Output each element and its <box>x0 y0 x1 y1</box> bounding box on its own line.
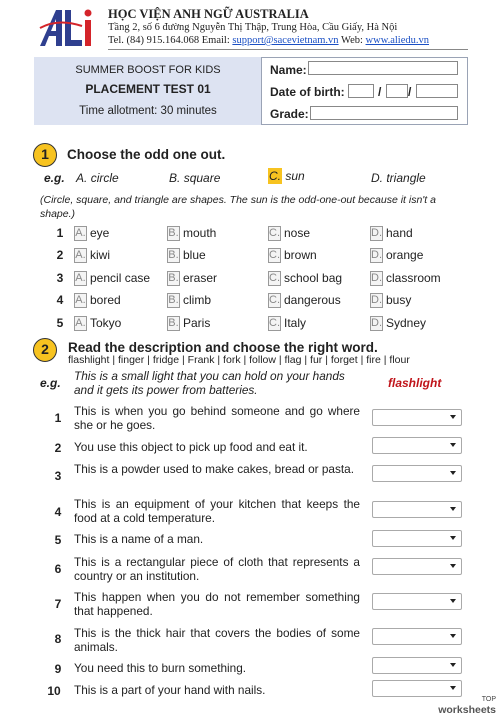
option-letter-box[interactable]: B. <box>168 272 179 285</box>
option-a[interactable] <box>74 226 109 241</box>
dob-year-field[interactable] <box>416 84 458 98</box>
option-letter-box[interactable]: A. <box>75 294 86 307</box>
web-label: Web: <box>338 35 366 46</box>
option-text: busy <box>386 293 412 307</box>
header-rule <box>108 49 468 50</box>
name-field[interactable] <box>308 61 458 75</box>
option-text: Italy <box>284 316 307 330</box>
option-letter-box[interactable]: D. <box>371 249 382 262</box>
section-number-badge: 1 <box>33 143 57 167</box>
chevron-down-icon <box>450 536 456 540</box>
word-bank: flashlight | finger | fridge | Frank | fork | follow | flag | fur | forget | fire | flour <box>68 354 410 366</box>
option-text: orange <box>386 248 424 262</box>
option-letter-box[interactable]: D. <box>371 317 382 330</box>
option-c[interactable] <box>268 248 317 263</box>
chevron-down-icon <box>450 686 456 690</box>
school-contact <box>108 35 429 46</box>
answer-dropdown[interactable] <box>372 437 462 454</box>
chevron-down-icon <box>450 471 456 475</box>
question-description: This is a powder used to make cakes, bread or pasta. <box>74 462 354 476</box>
question-number: 2 <box>54 441 62 455</box>
option-letter-box[interactable]: B. <box>168 317 179 330</box>
selected-highlight: C. <box>269 169 281 183</box>
option-text: Tokyo <box>90 316 122 330</box>
option-letter-box[interactable]: A. <box>75 249 86 262</box>
option-text: kiwi <box>90 248 110 262</box>
option-b[interactable] <box>167 226 216 241</box>
dob-label: Date of birth: <box>270 85 345 99</box>
option-text: dangerous <box>284 293 341 307</box>
question-number: 10 <box>47 684 61 698</box>
answer-dropdown[interactable] <box>372 501 462 518</box>
time-allotment: Time allotment: 30 minutes <box>79 105 217 117</box>
example-option-a: A. circle <box>76 171 119 185</box>
test-title: PLACEMENT TEST 01 <box>85 82 211 96</box>
option-letter-box[interactable]: A. <box>75 272 86 285</box>
question-description: This happen when you do not remember something that happened. <box>74 590 360 618</box>
answer-dropdown[interactable] <box>372 657 462 674</box>
question-description: This is when you go behind someone and go where she or he goes. <box>74 404 360 432</box>
question-description: You need this to burn something. <box>74 661 247 675</box>
option-letter-box[interactable]: D. <box>371 227 382 240</box>
answer-dropdown[interactable] <box>372 593 462 610</box>
dob-separator: / <box>378 85 382 99</box>
contact-phone: Tel. (84) 915.164.068 Email: <box>108 35 233 46</box>
question-number: 6 <box>54 562 62 576</box>
option-letter-box[interactable]: A. <box>75 227 86 240</box>
option-b[interactable] <box>167 271 217 286</box>
option-c[interactable] <box>268 316 306 331</box>
option-d[interactable] <box>370 271 441 286</box>
question-number: 1 <box>54 411 62 425</box>
option-a[interactable] <box>74 316 121 331</box>
question-number: 5 <box>56 316 64 330</box>
grade-label: Grade: <box>270 107 309 121</box>
example-description-line2: and it gets its power from batteries. <box>74 383 258 397</box>
chevron-down-icon <box>450 599 456 603</box>
option-letter-box[interactable]: C. <box>269 249 280 262</box>
option-text: school bag <box>284 271 343 285</box>
option-a[interactable] <box>74 293 121 308</box>
email-link[interactable]: support@sacevietnam.vn <box>232 35 339 46</box>
topworksheets-watermark <box>436 696 496 716</box>
example-explanation: (Circle, square, and triangle are shapes. The sun is the odd-one-out because it isn't a shape.) <box>40 194 436 220</box>
chevron-down-icon <box>450 443 456 447</box>
option-text: bored <box>90 293 121 307</box>
question-description: This is an equipment of your kitchen that keeps the food at a cold temperature. <box>74 497 360 525</box>
option-letter-box[interactable]: B. <box>168 249 179 262</box>
option-letter-box[interactable]: C. <box>269 227 280 240</box>
watermark-top: TOP <box>481 696 496 703</box>
option-letter-box[interactable]: C. <box>269 272 280 285</box>
example-label: e.g. <box>44 171 65 185</box>
question-description: You use this object to pick up food and eat it. <box>74 440 308 454</box>
question-description: This is a part of your hand with nails. <box>74 683 266 697</box>
chevron-down-icon <box>450 634 456 638</box>
answer-dropdown[interactable] <box>372 680 462 697</box>
option-letter-box[interactable]: B. <box>168 294 179 307</box>
example-label: e.g. <box>40 376 61 390</box>
section2-title: Read the description and choose the right word. <box>68 340 378 355</box>
answer-dropdown[interactable] <box>372 558 462 575</box>
grade-field[interactable] <box>310 106 458 120</box>
dob-separator: / <box>408 85 412 99</box>
website-link[interactable]: www.aliedu.vn <box>365 35 430 46</box>
question-number: 1 <box>56 226 64 240</box>
option-a[interactable] <box>74 271 150 286</box>
option-d[interactable] <box>370 316 426 331</box>
example-description-line1: This is a small light that you can hold on your hands <box>74 369 345 383</box>
option-text: nose <box>284 226 311 240</box>
example-answer: flashlight <box>388 376 442 390</box>
answer-dropdown[interactable] <box>372 628 462 645</box>
option-text: eraser <box>183 271 218 285</box>
question-description: This is a rectangular piece of cloth that represents a country or an institution. <box>74 555 360 583</box>
chevron-down-icon <box>450 564 456 568</box>
question-number: 4 <box>56 293 64 307</box>
school-address: Tầng 2, số 6 đường Nguyễn Thị Thập, Trung Hòa, Cầu Giấy, Hà Nội <box>108 22 398 33</box>
option-text: hand <box>386 226 413 240</box>
section-number-badge: 2 <box>33 338 57 362</box>
option-letter-box[interactable]: D. <box>371 272 382 285</box>
option-c[interactable] <box>268 226 310 241</box>
question-number: 3 <box>54 469 62 483</box>
option-d[interactable] <box>370 293 411 308</box>
course-name: SUMMER BOOST FOR KIDS <box>75 64 221 76</box>
option-b[interactable] <box>167 316 210 331</box>
chevron-down-icon <box>450 663 456 667</box>
option-text: mouth <box>183 226 217 240</box>
option-letter-box[interactable]: B. <box>168 227 179 240</box>
chevron-down-icon <box>450 507 456 511</box>
example-option-b: B. square <box>169 171 221 185</box>
section1-title: Choose the odd one out. <box>67 147 226 162</box>
option-d[interactable] <box>370 248 423 263</box>
name-label: Name: <box>270 63 307 77</box>
school-name: HỌC VIỆN ANH NGỮ AUSTRALIA <box>108 7 309 21</box>
dob-day-field[interactable] <box>348 84 374 98</box>
option-text: eye <box>90 226 110 240</box>
option-text: blue <box>183 248 206 262</box>
option-b[interactable] <box>167 293 211 308</box>
dob-month-field[interactable] <box>386 84 408 98</box>
option-text: brown <box>284 248 317 262</box>
question-number: 8 <box>54 632 62 646</box>
question-number: 3 <box>56 271 64 285</box>
question-number: 7 <box>54 597 62 611</box>
chevron-down-icon <box>450 415 456 419</box>
question-description: This is a name of a man. <box>74 532 204 546</box>
question-number: 5 <box>54 533 62 547</box>
question-number: 4 <box>54 505 62 519</box>
option-b[interactable] <box>167 248 206 263</box>
option-text: classroom <box>386 271 441 285</box>
option-a[interactable] <box>74 248 110 263</box>
ali-logo <box>38 6 94 48</box>
question-number: 9 <box>54 662 62 676</box>
option-letter-box[interactable]: C. <box>269 317 280 330</box>
answer-dropdown[interactable] <box>372 465 462 482</box>
option-c[interactable] <box>268 271 342 286</box>
option-letter-box[interactable]: A. <box>75 317 86 330</box>
option-text: Sydney <box>386 316 427 330</box>
answer-dropdown[interactable] <box>372 409 462 426</box>
question-number: 2 <box>56 248 64 262</box>
example-option-c-selected: C. sun <box>269 169 305 183</box>
option-text: pencil case <box>90 271 151 285</box>
example-option-d: D. triangle <box>371 171 426 185</box>
watermark-brand: worksheets <box>438 704 496 716</box>
option-d[interactable] <box>370 226 413 241</box>
option-text: Paris <box>183 316 211 330</box>
answer-dropdown[interactable] <box>372 530 462 547</box>
option-c[interactable] <box>268 293 341 308</box>
option-text: climb <box>183 293 212 307</box>
option-letter-box[interactable]: D. <box>371 294 382 307</box>
option-letter-box[interactable]: C. <box>269 294 280 307</box>
question-description: This is the thick hair that covers the bodies of some animals. <box>74 626 360 654</box>
